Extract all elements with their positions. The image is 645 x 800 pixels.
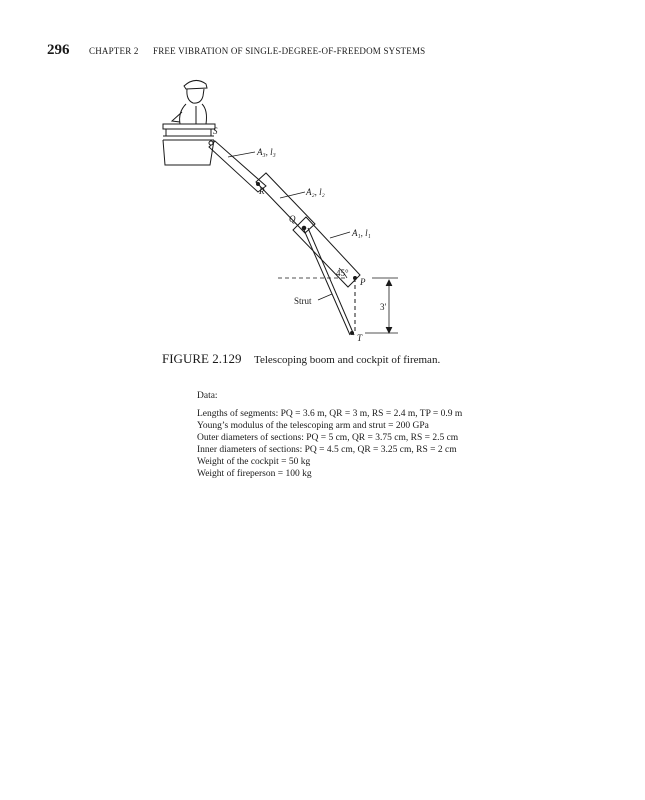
leader-strut — [318, 294, 332, 300]
joint-t — [351, 332, 354, 335]
strut — [304, 228, 355, 335]
data-line-outer-diameters: Outer diameters of sections: PQ = 5 cm, QR = 3.75 cm, RS = 2.5 cm — [197, 433, 459, 443]
data-line-cockpit-weight: Weight of the cockpit = 50 kg — [197, 457, 311, 467]
label-a2-l2: A₂, l₂ — [306, 187, 325, 197]
leader-a1 — [330, 232, 350, 238]
dimension-lines — [228, 152, 398, 333]
head — [187, 89, 204, 103]
data-line-lengths: Lengths of segments: PQ = 3.6 m, QR = 3 m, RS = 2.4 m, TP = 0.9 m — [197, 409, 463, 419]
arm — [172, 112, 182, 122]
label-a3-l3: A₃, l₃ — [257, 147, 276, 157]
boom-figure — [0, 0, 645, 360]
cockpit-basket — [163, 124, 215, 165]
page-number: 296 — [47, 42, 70, 58]
telescoping-boom — [209, 141, 360, 287]
data-block — [197, 390, 462, 480]
label-strut: Strut — [294, 296, 312, 306]
chapter-title: FREE VIBRATION OF SINGLE-DEGREE-OF-FREEDOM SYSTEMS — [153, 46, 426, 56]
data-title: Data: — [197, 391, 218, 401]
figure-number: FIGURE 2.129 — [162, 351, 242, 366]
data-line-fireperson-weight: Weight of fireperson = 100 kg — [197, 469, 312, 479]
segment-qr — [256, 173, 315, 233]
torso — [180, 104, 207, 124]
joint-q — [302, 226, 306, 230]
label-a1-l1: A₁, l₁ — [352, 228, 371, 238]
figure-caption — [162, 351, 440, 367]
label-p: P — [360, 277, 366, 287]
leader-a2 — [280, 192, 305, 198]
data-line-modulus: Young’s modulus of the telescoping arm and strut = 200 GPa — [197, 421, 429, 431]
helmet — [184, 80, 207, 89]
label-angle: 45° — [336, 268, 349, 278]
label-r: R — [259, 186, 265, 196]
label-height: 3′ — [380, 302, 387, 312]
data-line-inner-diameters: Inner diameters of sections: PQ = 4.5 cm, QR = 3.25 cm, RS = 2 cm — [197, 445, 457, 455]
label-s: S — [213, 126, 218, 136]
label-t: T — [357, 333, 363, 343]
fireperson-illustration — [172, 80, 207, 124]
joint-s — [209, 141, 213, 145]
leader-a3 — [228, 152, 255, 157]
cockpit-bucket — [163, 140, 214, 165]
label-q: Q — [289, 214, 296, 224]
figure-caption-text: Telescoping boom and cockpit of fireman. — [254, 354, 441, 366]
chapter-label: CHAPTER 2 — [89, 46, 139, 56]
cockpit-rail — [163, 124, 215, 129]
